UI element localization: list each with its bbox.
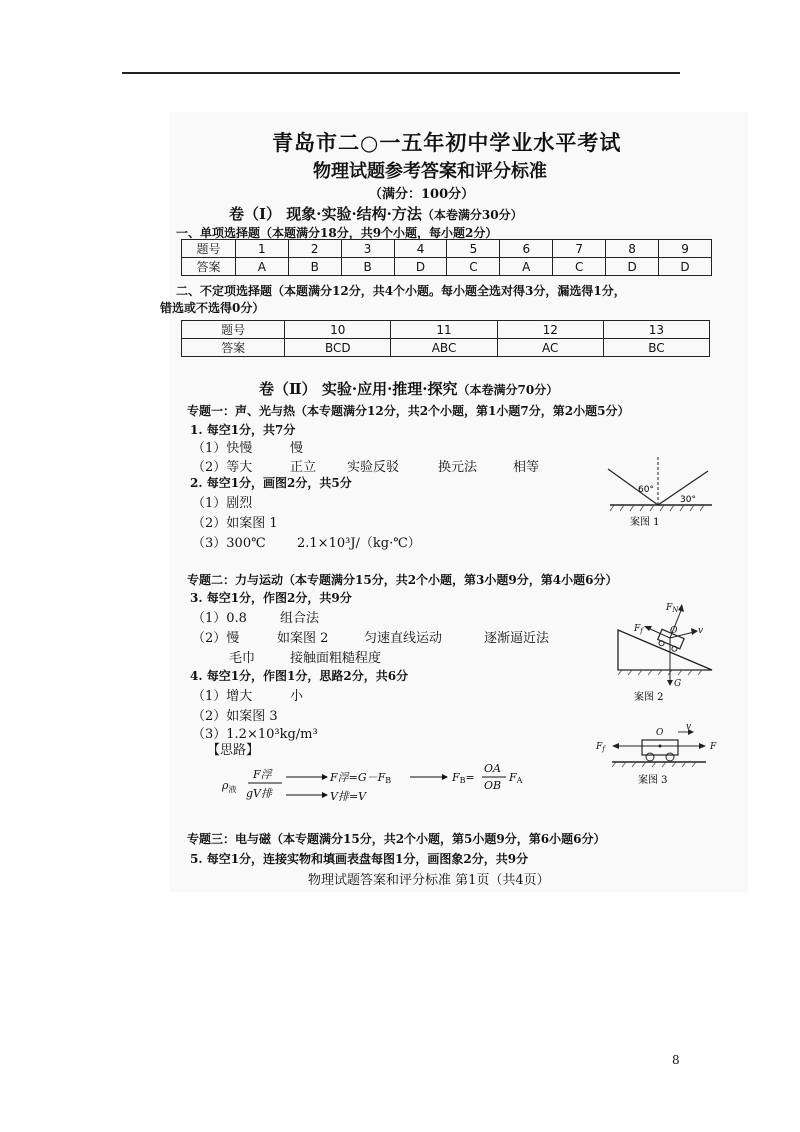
q2-heading: 2. 每空1分，画图2分，共5分 [190, 476, 352, 490]
q3-answer-2-value: 逐渐逼近法 [484, 631, 550, 646]
exam-subtitle: 物理试题参考答案和评分标准 [313, 161, 547, 182]
row-label: 答案 [182, 339, 285, 357]
answer-cell: B [288, 258, 341, 276]
question-number-cell: 6 [500, 240, 553, 258]
table-row [182, 240, 712, 258]
q3-answer-2: （2）慢 [192, 631, 240, 646]
topic2-heading: 专题二：力与运动（本专题满分15分，共2个小题，第3小题9分，第4小题6分） [187, 573, 618, 587]
svg-text:Ff: $F_f$ [634, 624, 643, 635]
figure-1-angle-2: 30° [680, 495, 696, 505]
figure-2-label-g: G [674, 679, 682, 689]
q3-heading: 3. 每空1分，作图2分，共9分 [190, 591, 352, 605]
figure-2-incline-diagram [612, 600, 722, 705]
question-number-cell: 9 [659, 240, 712, 258]
question-number-cell: 5 [447, 240, 500, 258]
question-number-cell: 2 [288, 240, 341, 258]
q3-answer-1: （1）0.8 [192, 611, 247, 626]
answer-cell: BC [603, 339, 709, 357]
answer-cell: C [553, 258, 606, 276]
q1-answer-1: （1）快慢 [192, 441, 253, 456]
formula-numerator: F浮 [253, 768, 272, 781]
figure-2-label-ff: F [634, 624, 641, 634]
answer-cell: B [341, 258, 394, 276]
answer-cell: D [606, 258, 659, 276]
q4-answer-3: （3）1.2×10³kg/m³ [192, 727, 318, 742]
figure-1-caption: 案图 1 [630, 517, 660, 528]
formula-buoyancy: F浮=G－FB [330, 771, 392, 785]
page-footer: 物理试题答案和评分标准 第1页（共4页） [308, 873, 550, 888]
svg-text:FN: $F_N$ [666, 603, 679, 614]
formula-lever-right: FA [509, 771, 523, 785]
figure-3-label-f: F [710, 742, 717, 752]
section2-heading-line2: 错选或不选得0分） [160, 301, 265, 315]
answer-cell: ABC [391, 339, 497, 357]
answer-table-1 [181, 239, 712, 276]
formula-lever-left: FB= [452, 771, 475, 785]
table-row [182, 339, 710, 357]
q3-answer-3-value: 接触面粗糙程度 [290, 651, 382, 666]
answer-cell: BCD [285, 339, 391, 357]
figure-2-label-fn: F [666, 603, 673, 613]
figure-3-label-v: v [686, 722, 692, 732]
q3-answer-3-value: 毛巾 [229, 651, 256, 666]
row-label: 答案 [182, 258, 236, 276]
figure-3-caption: 案图 3 [638, 775, 668, 786]
question-number-cell: 1 [235, 240, 288, 258]
section2-heading-line1: 二、不定项选择题（本题满分12分，共4个小题。每小题全选对得3分，漏选得1分， [176, 284, 626, 298]
question-number-cell: 8 [606, 240, 659, 258]
thought-formula [220, 762, 540, 810]
top-rule [122, 72, 680, 74]
row-label: 题号 [182, 240, 236, 258]
table-row [182, 258, 712, 276]
q1-answer-2-value: 换元法 [438, 460, 478, 475]
svg-text:Ff: $F_f$ [596, 742, 605, 753]
q2-answer-3-value: 2.1×10³J/（kg·℃） [297, 536, 421, 551]
question-number-cell: 3 [341, 240, 394, 258]
question-number-cell: 12 [497, 321, 603, 339]
figure-1-angle-1: 60° [638, 485, 654, 495]
figure-3-cart-diagram [594, 720, 724, 790]
formula-lever-numerator: OA [484, 762, 501, 775]
q3-answer-2-value: 匀速直线运动 [364, 631, 443, 646]
q4-thought-label: 【思路】 [207, 743, 260, 758]
q1-heading: 1. 每空1分，共7分 [190, 423, 296, 437]
figure-2-label-o: O [670, 626, 678, 636]
figure-3-label-o: O [656, 728, 664, 738]
answer-cell: C [447, 258, 500, 276]
table-row [182, 321, 710, 339]
q1-answer-2: （2）等大 [192, 460, 253, 475]
figure-2-label-v: v [698, 626, 704, 636]
q3-answer-2-value: 如案图 2 [277, 631, 329, 646]
formula-rho: $\rho_液$ [222, 779, 237, 794]
q5-heading: 5. 每空1分，连接实物和填画表盘每图1分，画图象2分，共9分 [190, 852, 529, 866]
topic1-heading: 专题一：声、光与热（本专题满分12分，共2个小题，第1小题7分，第2小题5分） [187, 404, 630, 418]
question-number-cell: 4 [394, 240, 447, 258]
formula-denominator: gV排 [246, 787, 272, 800]
q2-answer-3: （3）300℃ [192, 536, 266, 551]
exam-title: 青岛市二○一五年初中学业水平考试 [272, 130, 622, 155]
page-number: 8 [672, 1053, 680, 1067]
answer-cell: A [500, 258, 553, 276]
q4-answer-1-value: 小 [290, 689, 304, 704]
answer-cell: D [659, 258, 712, 276]
vol1-heading: 卷（Ⅰ） 现象·实验·结构·方法（本卷满分30分） [229, 205, 523, 223]
row-label: 题号 [182, 321, 285, 339]
q2-answer-2: （2）如案图 1 [192, 516, 278, 531]
q1-answer-2-value: 实验反驳 [347, 460, 400, 475]
formula-lever-denominator: OB [484, 779, 502, 792]
full-marks: （满分：100分） [369, 187, 475, 202]
answer-cell: D [394, 258, 447, 276]
topic3-heading: 专题三：电与磁（本专题满分15分，共2个小题，第5小题9分，第6小题6分） [187, 832, 606, 846]
q3-answer-1-value: 组合法 [280, 611, 320, 626]
vol2-heading: 卷（Ⅱ） 实验·应用·推理·探究（本卷满分70分） [259, 380, 559, 398]
q2-answer-1: （1）剧烈 [192, 496, 253, 511]
q4-answer-2: （2）如案图 3 [192, 709, 278, 724]
figure-1-reflection-diagram [600, 455, 720, 530]
q4-answer-1: （1）增大 [192, 689, 253, 704]
section1-heading: 一、单项选择题（本题满分18分，共9个小题，每小题2分） [176, 226, 498, 240]
formula-volume: V排=V [330, 790, 367, 803]
q1-answer-2-value: 正立 [290, 460, 317, 475]
figure-2-caption: 案图 2 [634, 692, 664, 703]
question-number-cell: 10 [285, 321, 391, 339]
answer-cell: A [235, 258, 288, 276]
q1-answer-1-value: 慢 [290, 441, 304, 456]
answer-cell: AC [497, 339, 603, 357]
answer-table-2 [181, 320, 710, 357]
question-number-cell: 11 [391, 321, 497, 339]
question-number-cell: 13 [603, 321, 709, 339]
question-number-cell: 7 [553, 240, 606, 258]
q4-heading: 4. 每空1分，作图1分，思路2分，共6分 [190, 669, 409, 683]
figure-3-label-ff: F [596, 742, 603, 752]
q1-answer-2-value: 相等 [513, 460, 540, 475]
